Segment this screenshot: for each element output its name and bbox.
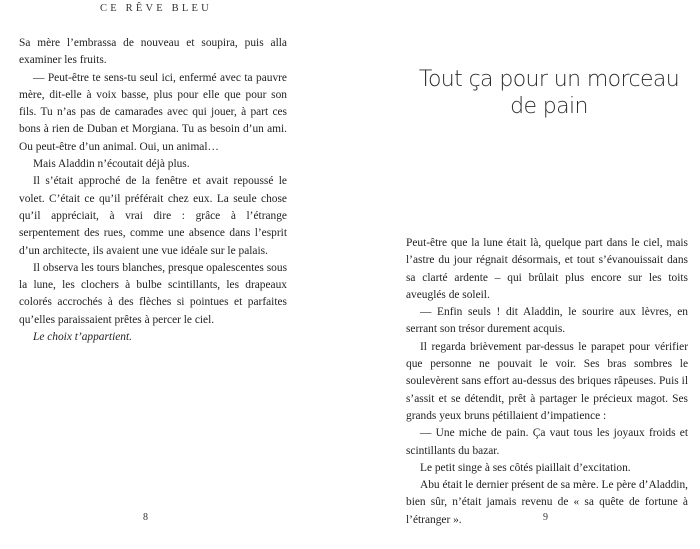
chapter-title-line: Tout ça pour un morceau [418, 67, 680, 92]
running-head: CE RÊVE BLEU [100, 3, 212, 14]
paragraph: — Une miche de pain. Ça vaut tous les joyaux froids et scintillants du bazar. [406, 427, 688, 457]
paragraph: Il regarda brièvement par-dessus le parapet pour vérifier que personne ne pouvait le voir. Ses bras sombres le soulevèrent sans effort au-dessus des briques râpeuses. Puis il s’assit et se détendit, prêt à partager le précieux magot. Ses grands yeux bruns pétillaient d’impatience : [406, 340, 688, 422]
paragraph: Sa mère l’embrassa de nouveau et soupira, puis alla examiner les fruits. [19, 37, 287, 67]
right-page [350, 0, 700, 549]
paragraph: Peut-être que la lune était là, quelque part dans le ciel, mais l’astre du jour régnait désormais, et tout s’évanouissait dans sa clarté ardente – qui brûlait plus encore sur les toits aveuglés de soleil. [406, 237, 688, 301]
page-number: 9 [543, 512, 548, 523]
paragraph: Il observa les tours blanches, presque opalescentes sous la lune, les clochers à bulbe scintillants, les drapeaux colorés accrochés à des flèches si pointues et parfaites qu’elles paraissaient prêtes à percer le ciel. [19, 261, 287, 326]
chapter-title-line: de pain [510, 94, 588, 119]
paragraph: — Peut-être te sens-tu seul ici, enfermé avec ta pauvre mère, dit-elle à voix basse, plus pour elle que pour son fils. Tu n’as pas de camarades avec qui jouer, à part ces bons à rien de Duban et Morgiana. Tu as besoin d’un ami. Ou peut-être d’un animal. Oui, un animal… [19, 71, 287, 153]
italic-line: Le choix t’appartient. [33, 331, 133, 344]
paragraph: Mais Aladdin n’écoutait déjà plus. [33, 158, 190, 171]
page-number: 8 [143, 512, 148, 523]
paragraph: Il s’était approché de la fenêtre et avait repoussé le volet. C’était ce qu’il préférait chez eux. La seule chose qu’il appréciait, à vrai dire : grâce à l’étrange serpentement des rues, comme une absence dans l’esprit d’un architecte, ils avaient une vue idéale sur le palais. [19, 175, 287, 257]
chapter-title [414, 66, 684, 120]
right-page-text [406, 235, 688, 529]
paragraph: Abu était le dernier présent de sa mère. Le père d’Aladdin, bien sûr, n’était jamais revenu de « sa quête de fortune à l’étranger ». [406, 479, 688, 526]
paragraph [19, 329, 287, 346]
paragraph: Le petit singe à ses côtés piaillait d’excitation. [420, 461, 631, 474]
paragraph: — Enfin seuls ! dit Aladdin, le sourire aux lèvres, en serrant son trésor durement acquis. [406, 306, 688, 336]
left-page-text [19, 35, 287, 346]
